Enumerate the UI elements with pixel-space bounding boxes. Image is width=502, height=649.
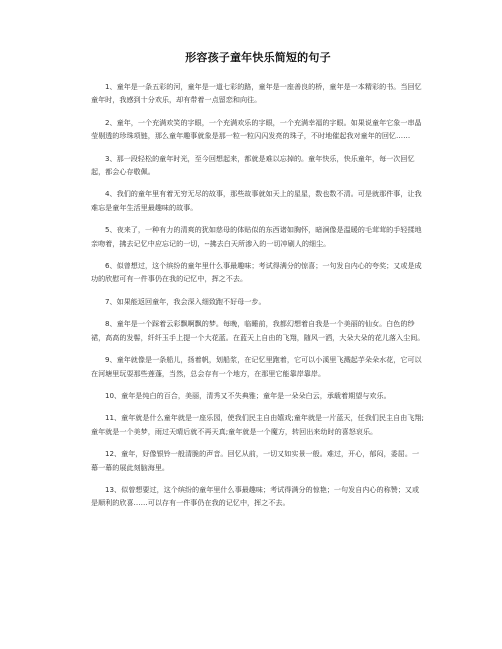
document-body: [91, 80, 425, 510]
paragraph-1: 1、童年是一条五彩的河，童年是一道七彩的路，童年是一座善良的桥，童年是一本精彩的书。当回忆童年时，我感到十分欢乐，却有带着一点留恋和向往。: [91, 82, 422, 105]
paragraph-6: 6、似曾想过，这个缤纷的童年里什么事最趣味；考试得满分的惊喜；一句发自内心的夸奖；又或是成功的欣慰可有一件事仍在我的记忆中，挥之不去。: [91, 261, 422, 284]
paragraph-7: 7、如果能返回童年，我会深入细致跑不好母一步。: [105, 296, 266, 306]
paragraph-10: 10、童年是纯白的百合，美丽，清秀又不失典雅；童年是一朵朵白云，承载着期望与欢乐。: [105, 390, 391, 400]
paragraph-9: 9、童年就像是一条船儿，扬着帆，划船浆，在记忆里跑着，它可以小溪里飞溅起芋朵朵水花，它可以在河塘里玩耍那些莲蓬，当然，总会存有一个地方，在那里它能靠岸靠岸。: [91, 355, 422, 378]
paragraph-3: 3、那一段轻松的童年时光，至今回想起来，都就是难以忘掉的。童年快乐，快乐童年，每一次回忆起，都会心存敬佩。: [91, 153, 415, 177]
paragraph-13: 13、似曾想要过，这个缤纷的童年里什么事最趣味；考试得满分的惊艳；一句发自内心的称赞；又或是顺利的欣喜……可以存有一件事仍在我的记忆中，挥之不去。: [91, 484, 420, 508]
document-title: 形容孩子童年快乐简短的句子: [185, 51, 331, 64]
paragraph-8: 8、童年是一个踩着云彩飘啊飘的梦。每晚，临睡前，我都幻想着自我是一个美丽的仙女。白色的纱裙，高高的发髻，纤纤玉手上提一个大花蓝。在蓝天上自由的飞翔，随风一洒，大朵大朵的花儿落入尘间。: [91, 319, 425, 342]
paragraph-4: 4、我们的童年里有着无穷无尽的故事，那些故事就如天上的星星，数也数不清。可是就那件事，让我难忘是童年生活里最趣味的故事。: [91, 189, 422, 212]
paragraph-5: 5、夜来了，一种有力的清爽的犹如慈母的体贴似的东西诸如胸怀，暗涧像是温暖的毛茸茸的手轻揉地亲吻着，拂去记忆中应忘记的一切，--拂去白天所渗入的一切冲刷人的细尘。: [91, 225, 422, 248]
paragraph-12: 12、童年，好像银铃一般清脆的声音。回忆从前，一切又如实景一般。难过，开心，郁闷，委屈。一幕一幕的展此刻脑海里。: [91, 449, 420, 472]
paragraph-2: 2、童年，一个充满欢笑的字眼，一个充满欢乐的字眼，一个充满幸福的字眼。如果说童年它象一串晶莹剔透的珍珠项链，那么童年趣事就象是那一粒一粒闪闪发亮的珠子，不时地催起我对童年的回忆……: [91, 117, 422, 141]
paragraph-11: 11、童年就是什么童年就是一座乐园，使我们民主自由嬉戏;童年就是一片蓝天，任我们民主自由飞翔;童年就是一个美梦，雨过天晴后就不再天真;童年就是一个魔方，转回出来幼时的喜怒哀乐。: [91, 413, 424, 436]
